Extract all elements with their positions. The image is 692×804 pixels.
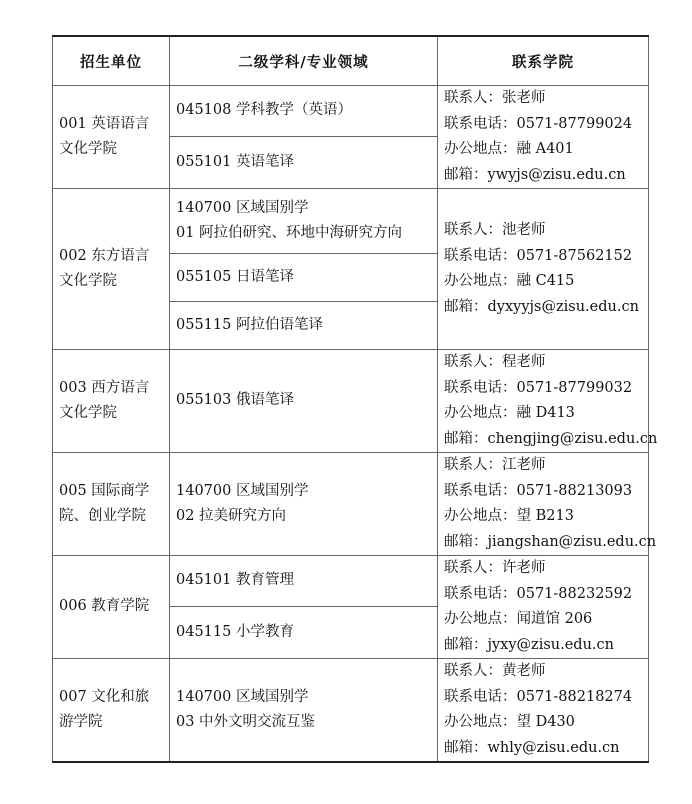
- subject-cell: [170, 607, 438, 659]
- subject-cell: [170, 86, 438, 137]
- contact-email[interactable]: 邮箱：jyxy@zisu.edu.cn: [444, 636, 614, 653]
- contact-person: 联系人：池老师: [444, 222, 546, 238]
- subject-line: 055115 阿拉伯语笔译: [176, 316, 323, 333]
- table-row: [53, 189, 649, 254]
- contact-cell: [438, 86, 649, 189]
- contact-office: 办公地点：融 A401: [444, 141, 574, 157]
- unit-cell: [53, 189, 170, 350]
- contact-phone: 联系电话：0571-88213093: [444, 482, 633, 499]
- contact-person: 联系人：黄老师: [444, 663, 546, 679]
- unit-line: 006 教育学院: [59, 598, 150, 615]
- subject-line: 045101 教育管理: [176, 572, 294, 589]
- contact-cell: [438, 350, 658, 453]
- subject-line: 03 中外文明交流互鉴: [176, 714, 316, 730]
- unit-line: 007 文化和旅: [59, 688, 150, 705]
- subject-line: 055105 日语笔译: [176, 268, 294, 285]
- subject-cell: [170, 254, 438, 302]
- subject-line: 01 阿拉伯研究、环地中海研究方向: [176, 225, 403, 241]
- contact-cell: [438, 189, 649, 350]
- header-contact: 联系学院: [438, 36, 649, 86]
- unit-line: 003 西方语言: [59, 379, 150, 396]
- contact-person: 联系人：张老师: [444, 90, 546, 106]
- contact-person: 联系人：许老师: [444, 560, 546, 576]
- unit-line: 文化学院: [59, 141, 117, 157]
- subject-cell: [170, 189, 438, 254]
- contact-cell: [438, 453, 657, 556]
- contact-office: 办公地点：融 D413: [444, 405, 575, 421]
- header-discipline: 二级学科/专业领域: [170, 36, 438, 86]
- subject-line: 045108 学科教学（英语）: [176, 102, 352, 119]
- contact-email[interactable]: 邮箱：chengjing@zisu.edu.cn: [444, 430, 658, 447]
- subject-line: 02 拉美研究方向: [176, 508, 287, 524]
- subject-cell: [170, 556, 438, 607]
- contact-email[interactable]: 邮箱：jiangshan@zisu.edu.cn: [444, 533, 657, 550]
- subject-cell: [170, 350, 438, 453]
- unit-cell: [53, 556, 170, 659]
- subject-cell: [170, 453, 438, 556]
- unit-line: 院、创业学院: [59, 508, 146, 524]
- contact-office: 办公地点：融 C415: [444, 273, 575, 289]
- unit-line: 005 国际商学: [59, 482, 150, 499]
- contact-email[interactable]: 邮箱：whly@zisu.edu.cn: [444, 739, 620, 756]
- subject-line: 055103 俄语笔译: [176, 392, 294, 409]
- unit-line: 文化学院: [59, 273, 117, 289]
- unit-cell: [53, 659, 170, 763]
- table-row: [53, 86, 649, 137]
- subject-line: 045115 小学教育: [176, 623, 294, 640]
- contact-phone: 联系电话：0571-87562152: [444, 247, 633, 264]
- unit-cell: [53, 350, 170, 453]
- contact-cell: [438, 556, 649, 659]
- contact-cell: [438, 659, 649, 763]
- contact-phone: 联系电话：0571-88232592: [444, 585, 633, 602]
- contact-email[interactable]: 邮箱：dyxyyjs@zisu.edu.cn: [444, 298, 639, 315]
- contact-person: 联系人：程老师: [444, 354, 546, 370]
- unit-line: 001 英语语言: [59, 115, 150, 132]
- subject-line: 055101 英语笔译: [176, 153, 294, 170]
- table-row: [53, 350, 649, 453]
- unit-cell: [53, 86, 170, 189]
- table-row: [53, 453, 649, 556]
- contact-phone: 联系电话：0571-87799032: [444, 379, 633, 396]
- contact-email[interactable]: 邮箱：ywyjs@zisu.edu.cn: [444, 166, 626, 183]
- table-row: [53, 556, 649, 607]
- subject-line: 140700 区域国别学: [176, 482, 309, 499]
- subject-cell: [170, 302, 438, 350]
- subject-cell: [170, 137, 438, 189]
- contact-person: 联系人：江老师: [444, 457, 546, 473]
- unit-line: 文化学院: [59, 405, 117, 421]
- contact-office: 办公地点：望 B213: [444, 508, 574, 524]
- contact-phone: 联系电话：0571-87799024: [444, 115, 633, 132]
- contact-phone: 联系电话：0571-88218274: [444, 688, 633, 705]
- unit-cell: [53, 453, 170, 556]
- subject-line: 140700 区域国别学: [176, 688, 309, 705]
- table-header-row: [53, 36, 649, 86]
- contact-office: 办公地点：闻道馆 206: [444, 611, 593, 627]
- contact-office: 办公地点：望 D430: [444, 714, 575, 730]
- subject-cell: [170, 659, 438, 763]
- table-row: [53, 659, 649, 763]
- unit-line: 002 东方语言: [59, 247, 150, 264]
- admissions-contact-table: [52, 35, 658, 763]
- header-unit: 招生单位: [53, 36, 170, 86]
- unit-line: 游学院: [59, 714, 103, 730]
- subject-line: 140700 区域国别学: [176, 199, 309, 216]
